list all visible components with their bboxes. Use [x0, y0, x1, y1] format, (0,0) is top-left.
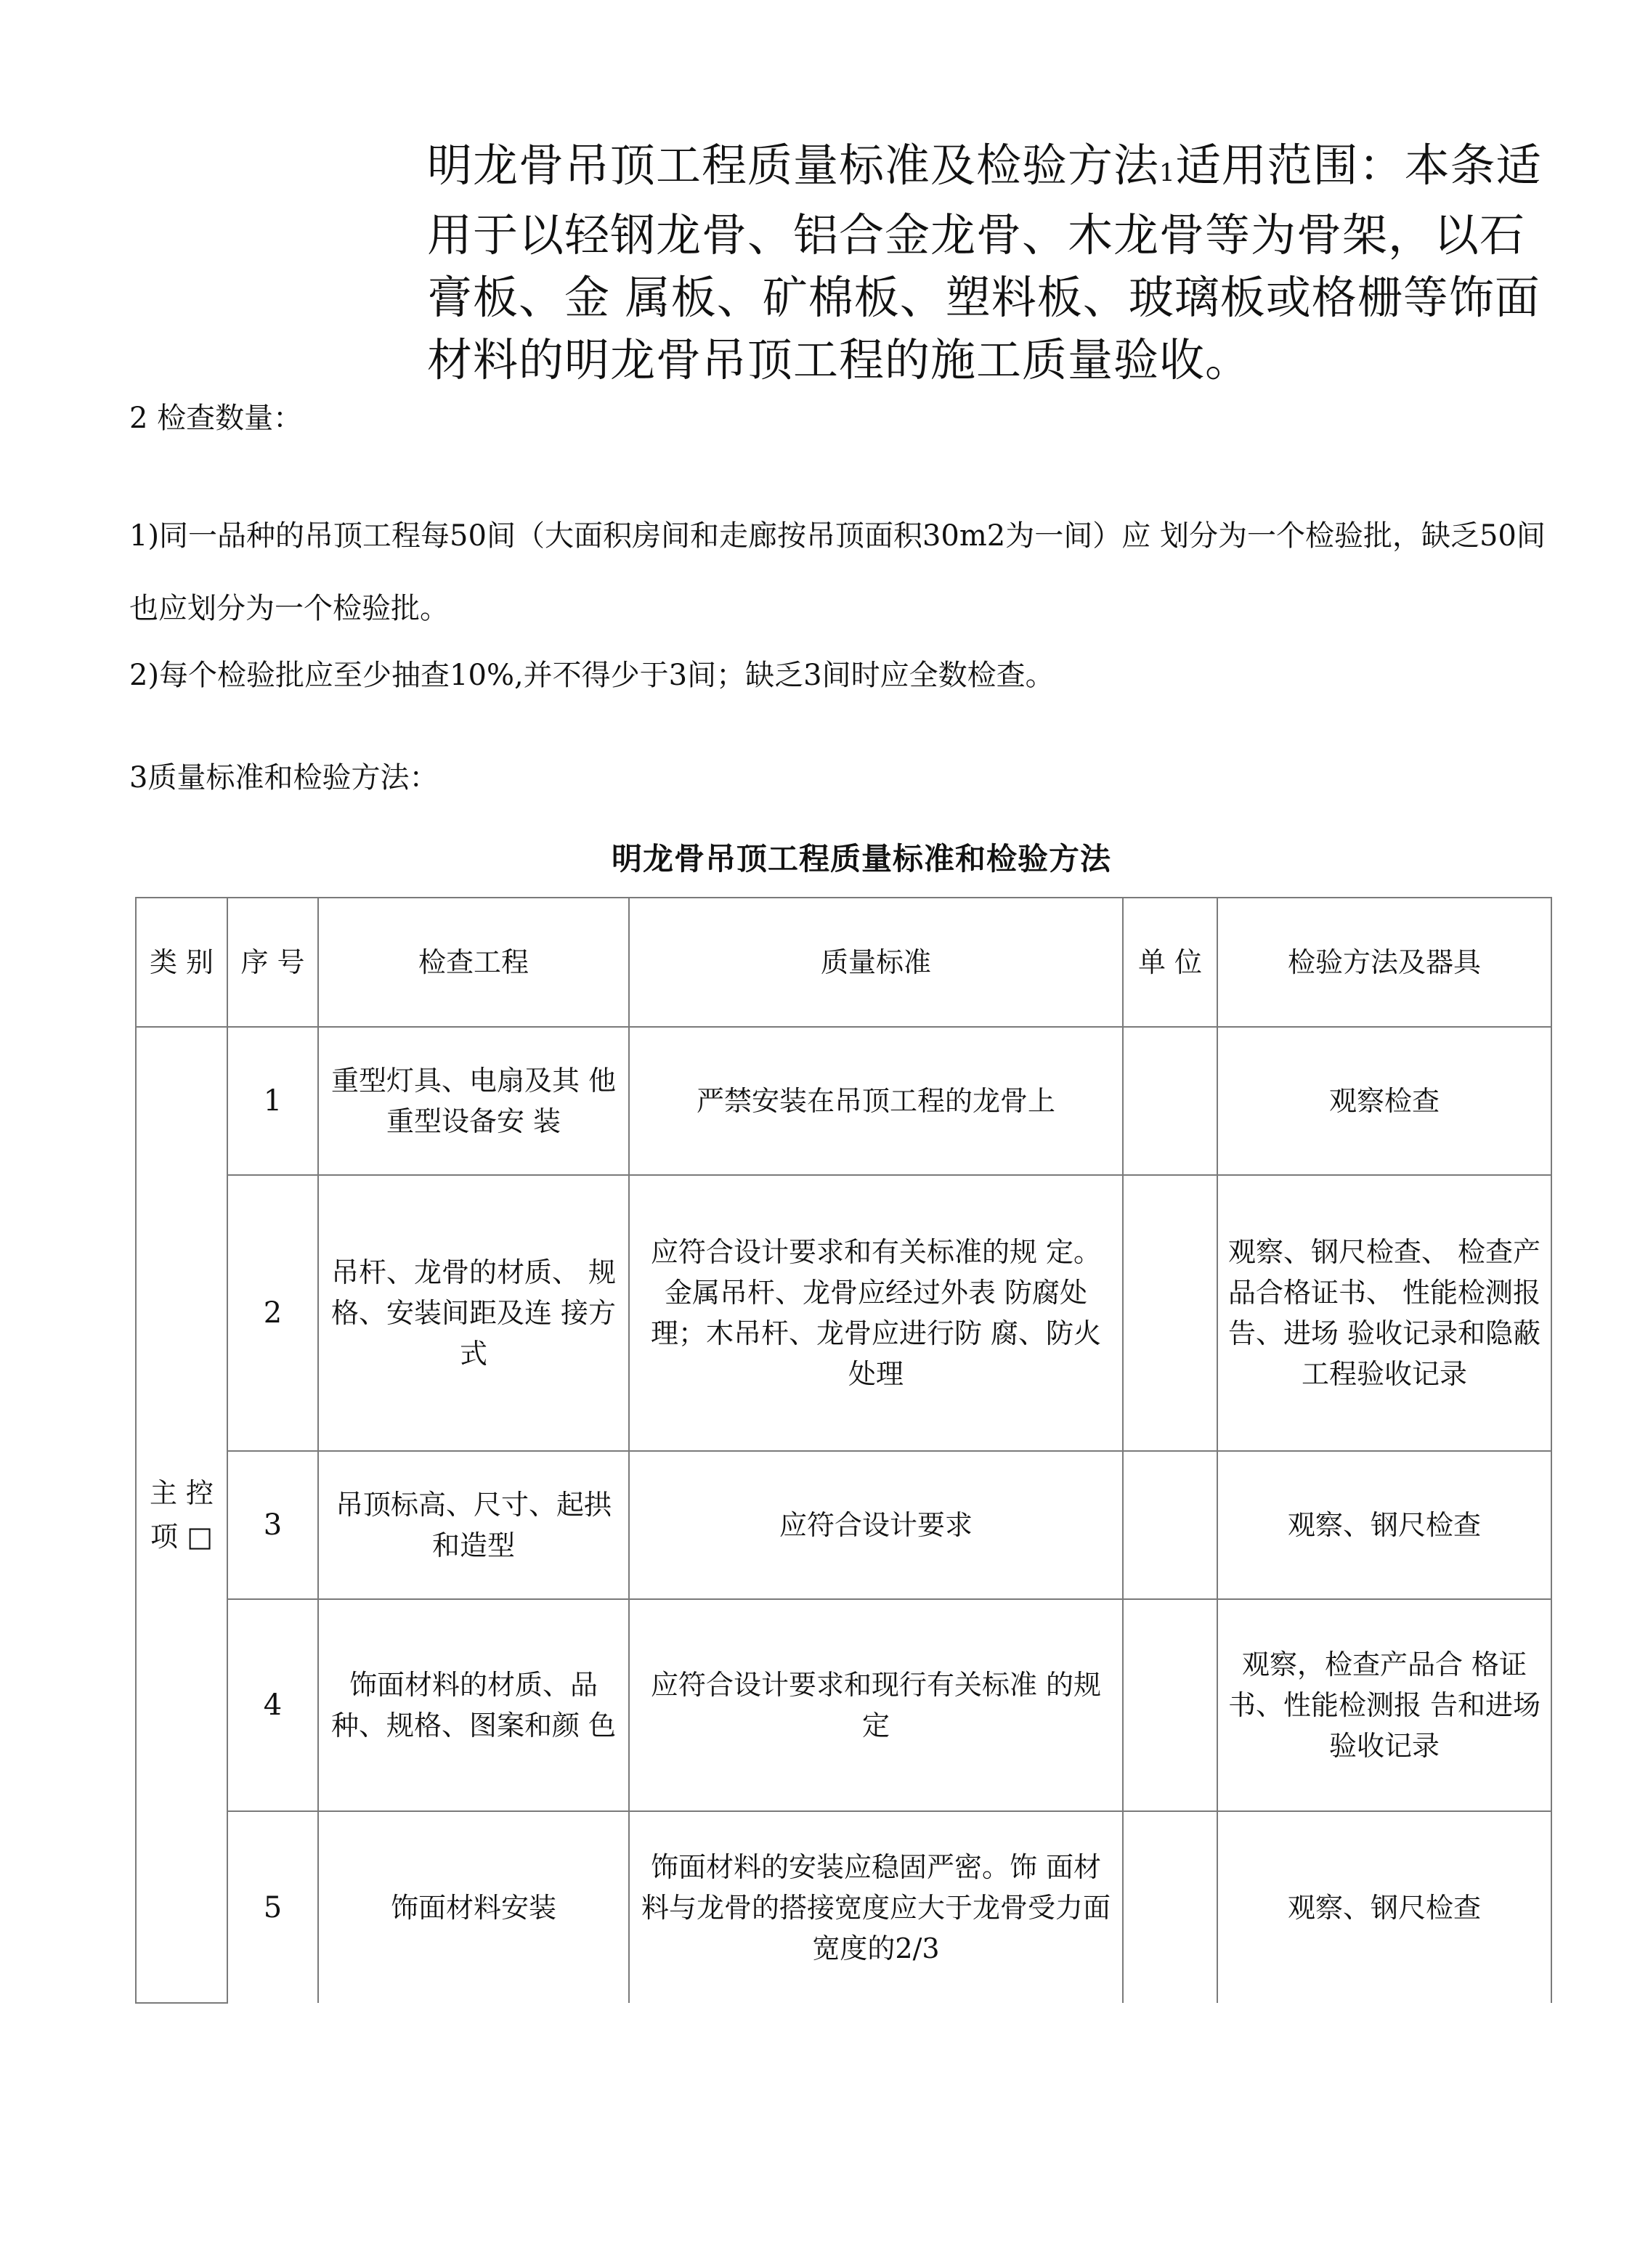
table-header-row [136, 898, 1551, 1027]
heading-title: 明龙骨吊顶工程质量标准及检验方法 [427, 139, 1160, 192]
heading-section-number: 1 [1159, 158, 1176, 187]
rule-1-paragraph: 1)同一品种的吊顶工程每50间（大面积房间和走廊按吊顶面积30m2为一间）应 划分为一个检验批，缺乏50间也应划分为一个检验批。 [129, 519, 1546, 625]
row-seq: 2 [227, 1175, 318, 1451]
category-cell: 主 控 项 □ [136, 1027, 227, 2003]
row-seq: 4 [227, 1599, 318, 1811]
table-row [136, 1451, 1551, 1599]
row-item: 饰面材料安装 [318, 1811, 629, 2003]
row-item: 吊顶标高、尺寸、起拱和造型 [318, 1451, 629, 1599]
row-seq: 3 [227, 1451, 318, 1599]
check-count-title: 2 检查数量： [129, 402, 303, 435]
row-standard: 应符合设计要求 [629, 1451, 1123, 1599]
row-method: 观察、钢尺检查 [1217, 1811, 1551, 2003]
row-unit [1123, 1811, 1217, 2003]
row-unit [1123, 1451, 1217, 1599]
row-standard: 应符合设计要求和现行有关标准 的规定 [629, 1599, 1123, 1811]
table-row [136, 1599, 1551, 1811]
row-unit [1123, 1175, 1217, 1451]
row-method: 观察、钢尺检查、 检查产品合格证书、 性能检测报告、进场 验收记录和隐蔽工程验收记录 [1217, 1175, 1551, 1451]
quality-section-title: 3质量标准和检验方法： [129, 761, 439, 794]
row-item: 吊杆、龙骨的材质、 规格、安装间距及连 接方式 [318, 1175, 629, 1451]
header-unit: 单 位 [1123, 898, 1217, 1027]
header-standard: 质量标准 [629, 898, 1123, 1027]
row-item: 重型灯具、电扇及其 他重型设备安 装 [318, 1027, 629, 1175]
row-item: 饰面材料的材质、品种、规格、图案和颜 色 [318, 1599, 629, 1811]
table-row [136, 1175, 1551, 1451]
table-row [136, 1811, 1551, 2003]
header-category: 类 别 [136, 898, 227, 1027]
row-standard: 应符合设计要求和有关标准的规 定。金属吊杆、龙骨应经过外表 防腐处理；木吊杆、龙骨应进行防 腐、防火处理 [629, 1175, 1123, 1451]
row-unit [1123, 1599, 1217, 1811]
heading-scope-text: 适用范围：本条适用于以轻钢龙骨、铝合金龙骨、木龙骨等为骨架，以石膏板、金 属板、矿棉板、塑料板、玻璃板或格栅等饰面材料的明龙骨吊顶工程的施工质量验收。 [427, 139, 1542, 386]
header-seq: 序 号 [227, 898, 318, 1027]
row-standard: 饰面材料的安装应稳固严密。饰 面材料与龙骨的搭接宽度应大于龙骨受力面宽度的2/3 [629, 1811, 1123, 2003]
table-title: 明龙骨吊顶工程质量标准和检验方法 [611, 841, 1111, 877]
row-method: 观察，检查产品合 格证书、性能检测报 告和进场验收记录 [1217, 1599, 1551, 1811]
table-row [136, 1027, 1551, 1175]
header-item: 检查工程 [318, 898, 629, 1027]
rule-2-paragraph: 2)每个检验批应至少抽查10%,并不得少于3间；缺乏3间时应全数检查。 [129, 659, 1055, 692]
quality-standard-table [135, 897, 1552, 2004]
document-heading [427, 134, 1560, 391]
row-method: 观察、钢尺检查 [1217, 1451, 1551, 1599]
row-unit [1123, 1027, 1217, 1175]
row-seq: 1 [227, 1027, 318, 1175]
header-method: 检验方法及器具 [1217, 898, 1551, 1027]
row-method: 观察检查 [1217, 1027, 1551, 1175]
row-standard: 严禁安装在吊顶工程的龙骨上 [629, 1027, 1123, 1175]
row-seq: 5 [227, 1811, 318, 2003]
